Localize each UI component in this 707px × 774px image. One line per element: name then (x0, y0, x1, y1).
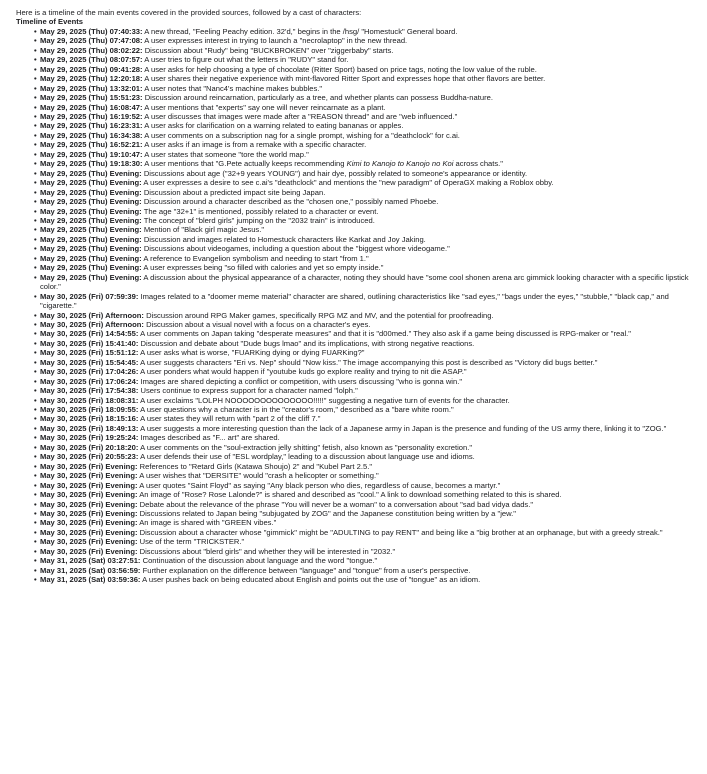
bullet-icon: • (34, 490, 37, 500)
event-text: Discussion and images related to Homestuck characters like Karkat and Joy Jaking. (143, 234, 426, 244)
timeline-item (14, 103, 697, 112)
timeline-item (14, 377, 697, 386)
event-timestamp: May 29, 2025 (Thu) 08:02:22: (40, 45, 143, 55)
event-text: Further explanation on the difference between "language" and "tongue" from a user's perspective. (142, 565, 471, 575)
timeline-item (14, 254, 697, 263)
bullet-icon: • (34, 93, 37, 103)
event-text: A reference to Evangelion symbolism and needing to start "from 1." (143, 253, 369, 263)
event-text: A new thread, "Feeling Peachy edition. 32'd," begins in the /hsg/ "Homestuck" General board. (144, 26, 458, 36)
timeline-item (14, 178, 697, 187)
bullet-icon: • (34, 575, 37, 585)
event-timestamp: May 30, 2025 (Fri) 18:09:55: (40, 405, 139, 415)
event-text: A user expresses a desire to see c.ai's "deathclock" and mentions the "new paradigm" of OperaGX making a Roblox obby. (143, 178, 554, 188)
bullet-icon: • (34, 215, 37, 225)
bullet-icon: • (34, 414, 37, 424)
bullet-icon: • (34, 405, 37, 415)
event-timestamp: May 29, 2025 (Thu) 16:23:31: (40, 121, 143, 131)
section-title: Timeline of Events (16, 17, 83, 27)
timeline-item (14, 396, 697, 405)
event-text: Discussions about "blerd girls" and whether they will be interested in "2032." (139, 546, 396, 556)
event-text: Debate about the relevance of the phrase "You will never be a woman" to a conversation about "sad bad vidya dads." (139, 499, 534, 509)
intro-text: Here is a timeline of the main events covered in the provided sources, followed by a cast of characters: (16, 8, 362, 17)
event-timestamp: May 29, 2025 (Thu) 15:51:23: (40, 93, 143, 103)
bullet-icon: • (34, 111, 37, 121)
event-timestamp: May 29, 2025 (Thu) 16:19:52: (40, 111, 143, 121)
event-text: A user questions why a character is in the "creator's room," described as a "bare white room." (140, 405, 454, 415)
event-text: A discussion about the physical appearance of a character, noting they should have "some cool shonen arena arc gimmick looking character with a specific lipstick color." (40, 272, 689, 292)
bullet-icon: • (34, 442, 37, 452)
event-timestamp: May 30, 2025 (Fri) Evening: (40, 509, 138, 519)
event-text: across chats." (453, 159, 503, 169)
event-timestamp: May 30, 2025 (Fri) 20:18:20: (40, 442, 139, 452)
bullet-icon: • (34, 291, 37, 301)
event-text: Discussion around reincarnation, particularly as a tree, and whether plants can possess Buddha-nature. (144, 93, 493, 103)
event-timestamp: May 31, 2025 (Sat) 03:27:51: (40, 556, 141, 566)
timeline-item (14, 452, 697, 461)
event-text: A user expresses interest in trying to launch a "necrolaptop" in the new thread. (144, 36, 408, 46)
bullet-icon: • (34, 253, 37, 263)
event-timestamp: May 29, 2025 (Thu) Evening: (40, 215, 142, 225)
bullet-icon: • (34, 102, 37, 112)
event-timestamp: May 30, 2025 (Fri) Evening: (40, 480, 138, 490)
event-timestamp: May 29, 2025 (Thu) 16:08:47: (40, 102, 143, 112)
bullet-icon: • (34, 55, 37, 65)
event-timestamp: May 30, 2025 (Fri) 15:54:45: (40, 357, 139, 367)
event-text: References to "Retard Girls (Katawa Shoujo) 2" and "Kubel Part 2.5." (139, 461, 373, 471)
timeline-item (14, 537, 697, 546)
timeline-item (14, 235, 697, 244)
bullet-icon: • (34, 26, 37, 36)
event-text: A user discusses that images were made after a "REASON thread" and are "web influenced." (144, 111, 458, 121)
bullet-icon: • (34, 537, 37, 547)
event-text: A user wishes that "DERSITE" would "crash a helicopter or something." (139, 471, 379, 481)
bullet-icon: • (34, 348, 37, 358)
event-timestamp: May 29, 2025 (Thu) Evening: (40, 178, 142, 188)
bullet-icon: • (34, 386, 37, 396)
event-timestamp: May 29, 2025 (Thu) 07:47:08: (40, 36, 143, 46)
event-text: The age "32+1" is mentioned, possibly related to a character or event. (143, 206, 379, 216)
event-timestamp: May 29, 2025 (Thu) Evening: (40, 253, 142, 263)
timeline-list (14, 27, 697, 585)
timeline-item (14, 339, 697, 348)
bullet-icon: • (34, 565, 37, 575)
timeline-item (14, 93, 697, 102)
event-text: A user quotes "Saint Floyd" as saying "Any black person who dies, regardless of cause, becomes a martyr." (139, 480, 501, 490)
timeline-item (14, 528, 697, 537)
timeline-item (14, 471, 697, 480)
bullet-icon: • (34, 83, 37, 93)
event-text: Discussions about age ("32+9 years YOUNG") and hair dye, possibly related to someone's appearance or identity. (143, 168, 528, 178)
event-text: A user asks for help choosing a type of chocolate (Ritter Sport) based on price tags, noting the low value of the ruble. (144, 64, 537, 74)
timeline-item (14, 207, 697, 216)
bullet-icon: • (34, 461, 37, 471)
event-text: A user pushes back on being educated about English and points out the use of "tongue" as an idiom. (142, 575, 481, 585)
event-timestamp: May 30, 2025 (Fri) 07:59:39: (40, 291, 139, 301)
timeline-item (14, 225, 697, 234)
event-timestamp: May 29, 2025 (Thu) Evening: (40, 234, 142, 244)
event-timestamp: May 29, 2025 (Thu) 12:20:18: (40, 74, 143, 84)
event-text: Images described as "F... art" are shared. (140, 433, 280, 443)
event-text: A user defends their use of "ESL wordplay," leading to a discussion about language use and idioms. (140, 452, 475, 462)
bullet-icon: • (34, 527, 37, 537)
timeline-item (14, 386, 697, 395)
timeline-item (14, 65, 697, 74)
event-text: A user comments on Japan taking "desperate measures" and that it is "d00med." They also ask if a game being discussed is RPG-maker or "real." (140, 329, 631, 339)
timeline-item (14, 547, 697, 556)
timeline-item (14, 273, 697, 292)
bullet-icon: • (34, 376, 37, 386)
event-text: Images related to a "doomer meme material" character are shared, outlining characteristics like "sad eyes," "bags under the eyes," "stubble," "black cap," and "cigarette." (40, 291, 669, 311)
timeline-item (14, 36, 697, 45)
event-timestamp: May 30, 2025 (Fri) 18:15:16: (40, 414, 139, 424)
event-text: A user states they will return with "part 2 of the cliff 7." (140, 414, 321, 424)
event-timestamp: May 30, 2025 (Fri) Evening: (40, 546, 138, 556)
event-text-italic: Kimi to Kanojo to Kanojo no Koi (346, 159, 454, 169)
bullet-icon: • (34, 423, 37, 433)
timeline-item (14, 112, 697, 121)
event-text: A user comments on the "soul-extraction jelly shitting" fetish, also known as "personality excretion." (140, 442, 473, 452)
event-timestamp: May 29, 2025 (Thu) Evening: (40, 263, 142, 273)
event-timestamp: May 30, 2025 (Fri) 18:49:13: (40, 423, 139, 433)
event-text: An image is shared with "GREEN vibes." (139, 518, 277, 528)
event-timestamp: May 30, 2025 (Fri) 17:54:38: (40, 386, 139, 396)
timeline-item (14, 121, 697, 130)
timeline-item (14, 424, 697, 433)
event-text: A user mentions that "experts" say one will never reincarnate as a plant. (144, 102, 386, 112)
bullet-icon: • (34, 168, 37, 178)
event-timestamp: May 29, 2025 (Thu) Evening: (40, 197, 142, 207)
bullet-icon: • (34, 140, 37, 150)
event-timestamp: May 30, 2025 (Fri) Evening: (40, 499, 138, 509)
timeline-item (14, 311, 697, 320)
timeline-item (14, 27, 697, 36)
bullet-icon: • (34, 234, 37, 244)
event-timestamp: May 30, 2025 (Fri) 20:55:23: (40, 452, 139, 462)
event-text: Discussion about "Rudy" being "BUCKBROKEN" over "ziggerbaby" starts. (144, 45, 394, 55)
bullet-icon: • (34, 225, 37, 235)
event-text: Discussion and debate about "Dude bugs lmao" and its implications, with strong negative reactions. (140, 338, 475, 348)
event-timestamp: May 29, 2025 (Thu) 16:34:38: (40, 130, 143, 140)
event-timestamp: May 29, 2025 (Thu) Evening: (40, 168, 142, 178)
event-timestamp: May 29, 2025 (Thu) Evening: (40, 244, 142, 254)
bullet-icon: • (34, 206, 37, 216)
event-text: Discussion around RPG Maker games, specifically RPG MZ and MV, and the potential for proofreading. (146, 310, 494, 320)
event-timestamp: May 30, 2025 (Fri) Evening: (40, 471, 138, 481)
event-timestamp: May 29, 2025 (Thu) 19:10:47: (40, 149, 143, 159)
event-text: A user asks what is worse, "FUARKing dying or dying FUARKing?" (140, 348, 365, 358)
timeline-item (14, 500, 697, 509)
bullet-icon: • (34, 556, 37, 566)
timeline-item (14, 556, 697, 565)
timeline-item (14, 433, 697, 442)
timeline-item (14, 74, 697, 83)
timeline-item (14, 509, 697, 518)
bullet-icon: • (34, 272, 37, 282)
timeline-item (14, 84, 697, 93)
event-timestamp: May 30, 2025 (Fri) Afternoon: (40, 310, 144, 320)
event-text: A user notes that "Nanc4's machine makes bubbles." (144, 83, 323, 93)
event-text: A user tries to figure out what the letters in "RUDY" stand for. (144, 55, 349, 65)
event-text: Discussion about a visual novel with a focus on a character's eyes. (146, 319, 371, 329)
bullet-icon: • (34, 197, 37, 207)
timeline-item (14, 358, 697, 367)
bullet-icon: • (34, 499, 37, 509)
event-timestamp: May 29, 2025 (Thu) Evening: (40, 225, 142, 235)
bullet-icon: • (34, 64, 37, 74)
event-text: Discussion about a character whose "gimmick" might be "ADULTING to pay RENT" and being like a "big brother at an orphanage, but with a greedy streak." (139, 527, 663, 537)
timeline-item (14, 367, 697, 376)
event-timestamp: May 30, 2025 (Fri) Evening: (40, 490, 138, 500)
timeline-item (14, 462, 697, 471)
event-text: Use of the term "TRICKSTER." (139, 537, 245, 547)
bullet-icon: • (34, 319, 37, 329)
bullet-icon: • (34, 509, 37, 519)
event-text: Mention of "Black girl magic Jesus." (143, 225, 265, 235)
event-timestamp: May 30, 2025 (Fri) Evening: (40, 518, 138, 528)
event-timestamp: May 31, 2025 (Sat) 03:56:59: (40, 565, 141, 575)
bullet-icon: • (34, 159, 37, 169)
event-text: A user expresses being "so filled with calories and yet so empty inside." (143, 263, 384, 273)
event-text: A user shares their negative experience with mint-flavored Ritter Sport and expresses hope that other flavors are better. (144, 74, 546, 84)
timeline-item (14, 46, 697, 55)
bullet-icon: • (34, 433, 37, 443)
event-timestamp: May 30, 2025 (Fri) 17:06:24: (40, 376, 139, 386)
event-timestamp: May 30, 2025 (Fri) 17:04:26: (40, 367, 139, 377)
bullet-icon: • (34, 395, 37, 405)
bullet-icon: • (34, 452, 37, 462)
event-timestamp: May 29, 2025 (Thu) 13:32:01: (40, 83, 143, 93)
event-timestamp: May 29, 2025 (Thu) Evening: (40, 187, 142, 197)
timeline-item (14, 481, 697, 490)
event-text: Images are shared depicting a conflict or competition, with users discussing "who is gonna win." (140, 376, 463, 386)
event-timestamp: May 30, 2025 (Fri) 15:51:12: (40, 348, 139, 358)
timeline-item (14, 150, 697, 159)
event-text: Discussion about a predicted impact site being Japan. (143, 187, 326, 197)
bullet-icon: • (34, 518, 37, 528)
event-timestamp: May 30, 2025 (Fri) 15:41:40: (40, 338, 139, 348)
bullet-icon: • (34, 367, 37, 377)
bullet-icon: • (34, 546, 37, 556)
event-text: A user asks for clarification on a warning related to eating bananas or apples. (144, 121, 404, 131)
event-timestamp: May 29, 2025 (Thu) 19:18:30: (40, 159, 143, 169)
timeline-item (14, 169, 697, 178)
event-timestamp: May 29, 2025 (Thu) 07:40:33: (40, 26, 143, 36)
event-timestamp: May 30, 2025 (Fri) Evening: (40, 537, 138, 547)
event-timestamp: May 30, 2025 (Fri) 18:08:31: (40, 395, 139, 405)
timeline-item (14, 490, 697, 499)
timeline-item (14, 405, 697, 414)
timeline-item (14, 518, 697, 527)
bullet-icon: • (34, 338, 37, 348)
timeline-item (14, 131, 697, 140)
event-timestamp: May 30, 2025 (Fri) 14:54:55: (40, 329, 139, 339)
event-text: Discussions about videogames, including a question about the "biggest whore videogame." (143, 244, 450, 254)
timeline-item (14, 263, 697, 272)
event-timestamp: May 30, 2025 (Fri) Afternoon: (40, 319, 144, 329)
timeline-item (14, 329, 697, 338)
event-timestamp: May 29, 2025 (Thu) Evening: (40, 272, 142, 282)
event-timestamp: May 29, 2025 (Thu) 09:41:28: (40, 64, 143, 74)
event-text: Discussions related to Japan being "subjugated by ZOG" and the Japanese constitution being written by a "jew." (139, 509, 516, 519)
timeline-item (14, 566, 697, 575)
event-timestamp: May 30, 2025 (Fri) Evening: (40, 527, 138, 537)
bullet-icon: • (34, 480, 37, 490)
event-text: A user exclaims "LOLPH NOOOOOOOOOOOOOO!!!!!" suggesting a negative turn of events for the character. (140, 395, 510, 405)
bullet-icon: • (34, 310, 37, 320)
bullet-icon: • (34, 149, 37, 159)
timeline-item (14, 197, 697, 206)
timeline-item (14, 292, 697, 311)
timeline-item (14, 188, 697, 197)
bullet-icon: • (34, 187, 37, 197)
event-text: Users continue to express support for a character named "lolph." (140, 386, 358, 396)
bullet-icon: • (34, 263, 37, 273)
timeline-item (14, 414, 697, 423)
event-timestamp: May 29, 2025 (Thu) 16:52:21: (40, 140, 143, 150)
timeline-item (14, 244, 697, 253)
timeline-item (14, 348, 697, 357)
timeline-item (14, 55, 697, 64)
bullet-icon: • (34, 329, 37, 339)
timeline-item (14, 140, 697, 149)
event-text: A user suggests characters "Eri vs. Nep" should "Now kiss." The image accompanying this post is described as "Victory did bugs better." (140, 357, 598, 367)
event-timestamp: May 31, 2025 (Sat) 03:59:36: (40, 575, 141, 585)
timeline-item (14, 575, 697, 584)
event-text: An image of "Rose? Rose Lalonde?" is shared and described as "cool." A link to download something related to this is shared. (139, 490, 562, 500)
bullet-icon: • (34, 357, 37, 367)
timeline-item (14, 320, 697, 329)
event-timestamp: May 29, 2025 (Thu) Evening: (40, 206, 142, 216)
bullet-icon: • (34, 178, 37, 188)
timeline-item (14, 159, 697, 168)
bullet-icon: • (34, 471, 37, 481)
event-timestamp: May 30, 2025 (Fri) 19:25:24: (40, 433, 139, 443)
event-text: A user asks if an image is from a remake with a specific character. (144, 140, 367, 150)
bullet-icon: • (34, 74, 37, 84)
event-text: A user suggests a more interesting question than the lack of a Japanese army in Japan is the presence and funding of the US army there, linking it to "ZOG." (140, 423, 667, 433)
event-text: The concept of "blerd girls" jumping on the "2032 train" is introduced. (143, 215, 375, 225)
bullet-icon: • (34, 45, 37, 55)
bullet-icon: • (34, 130, 37, 140)
event-text: A user comments on a subscription nag for a single prompt, wishing for a "deathclock" for c.ai. (144, 130, 460, 140)
timeline-item (14, 443, 697, 452)
timeline-item (14, 216, 697, 225)
event-text: A user ponders what would happen if "youtube kuds go explore reality and trying to nit die ASAP." (140, 367, 467, 377)
event-timestamp: May 30, 2025 (Fri) Evening: (40, 461, 138, 471)
bullet-icon: • (34, 121, 37, 131)
bullet-icon: • (34, 36, 37, 46)
event-text: Continuation of the discussion about language and the word "tongue." (142, 556, 378, 566)
event-text: A user states that someone "tore the world map." (144, 149, 309, 159)
bullet-icon: • (34, 244, 37, 254)
event-timestamp: May 29, 2025 (Thu) 08:07:57: (40, 55, 143, 65)
event-text: A user mentions that "G.Pete actually keeps recommending (144, 159, 347, 169)
event-text: Discussion around a character described as the "chosen one," possibly named Phoebe. (143, 197, 439, 207)
